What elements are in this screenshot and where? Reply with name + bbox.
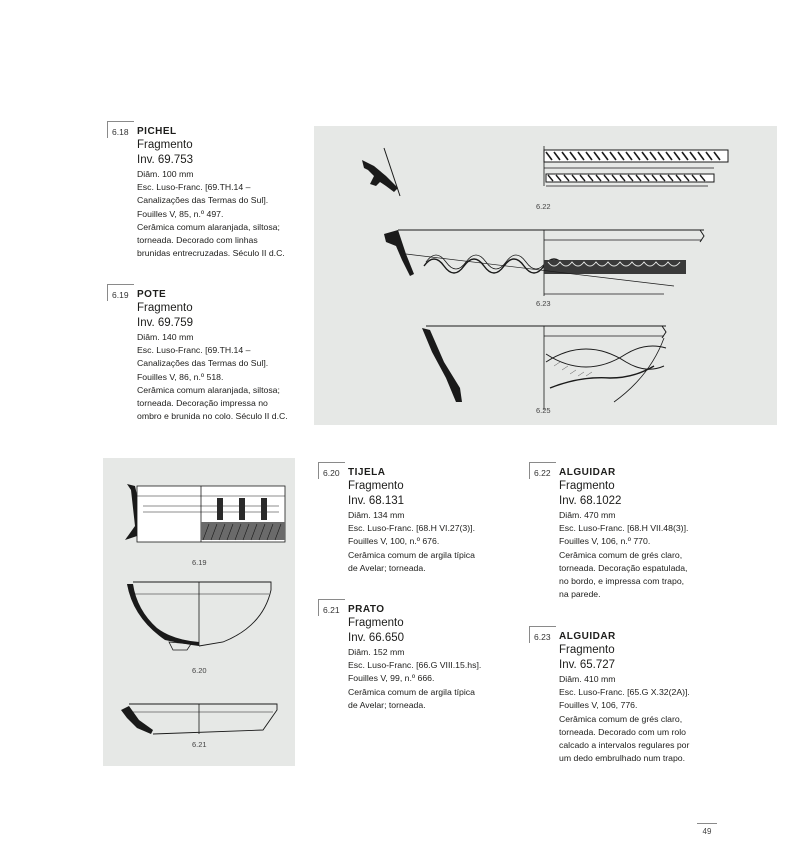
entry-line: Cerâmica comum alaranjada, siltosa; bbox=[137, 384, 280, 395]
entry-line: de Avelar; torneada. bbox=[348, 699, 426, 710]
entry-type: Fragmento bbox=[137, 302, 193, 314]
entry-line: Esc. Luso-Franc. [65.G X.32(2A)]. bbox=[559, 687, 690, 698]
entry-line: Fouilles V, 86, n.º 518. bbox=[137, 371, 224, 382]
figure-caption-6-20: 6.20 bbox=[192, 666, 207, 675]
figure-caption-6-19: 6.19 bbox=[192, 558, 207, 567]
catalog-entry-6-21 bbox=[323, 603, 548, 712]
entry-line: um dedo embrulhado num trapo. bbox=[559, 753, 686, 764]
entry-type: Fragmento bbox=[348, 480, 404, 492]
entry-line: calcado a intervalos regulares por bbox=[559, 740, 690, 751]
pottery-drawing-6-23 bbox=[384, 230, 704, 296]
page-number: 49 bbox=[697, 823, 717, 838]
entry-number: 6.21 bbox=[323, 605, 340, 615]
entry-inventory: Inv. 68.1022 bbox=[559, 495, 622, 507]
entry-line: torneada. Decoração impressa no bbox=[137, 398, 268, 409]
entry-diameter: Diâm. 410 mm bbox=[559, 674, 616, 684]
entry-line: Canalizações das Termas do Sul]. bbox=[137, 195, 269, 206]
entry-line: Fouilles V, 99, n.º 666. bbox=[348, 673, 435, 684]
entry-line: torneada. Decorado com linhas bbox=[137, 235, 258, 246]
entry-type: Fragmento bbox=[137, 139, 193, 151]
entry-line: Canalizações das Termas do Sul]. bbox=[137, 358, 269, 369]
entry-line: Fouilles V, 100, n.º 676. bbox=[348, 536, 440, 547]
entry-diameter: Diâm. 100 mm bbox=[137, 169, 194, 179]
figure-panel-left bbox=[103, 458, 295, 766]
entry-line: Fouilles V, 106, n.º 770. bbox=[559, 536, 651, 547]
catalog-entry-6-22 bbox=[534, 466, 759, 601]
catalog-entry-6-23 bbox=[534, 630, 759, 765]
pottery-drawing-6-20 bbox=[127, 582, 271, 650]
catalog-entry-6-19 bbox=[112, 288, 337, 423]
entry-number: 6.23 bbox=[534, 632, 551, 642]
figure-caption-6-22: 6.22 bbox=[536, 202, 551, 211]
pottery-drawings-top bbox=[314, 126, 777, 425]
entry-line: Cerâmica comum de grés claro, bbox=[559, 549, 683, 560]
entry-line: na parede. bbox=[559, 589, 601, 600]
pottery-drawing-6-21 bbox=[121, 704, 277, 734]
figure-panel-top bbox=[314, 126, 777, 425]
entry-title: TIJELA bbox=[348, 467, 386, 478]
catalog-entry-6-20 bbox=[323, 466, 548, 575]
entry-line: de Avelar; torneada. bbox=[348, 562, 426, 573]
entry-inventory: Inv. 65.727 bbox=[559, 659, 616, 671]
entry-line: brunidas entrecruzadas. Século II d.C. bbox=[137, 248, 285, 259]
figure-caption-6-25: 6.25 bbox=[536, 406, 551, 415]
entry-title: ALGUIDAR bbox=[559, 467, 616, 478]
entry-diameter: Diâm. 134 mm bbox=[348, 510, 405, 520]
entry-inventory: Inv. 69.759 bbox=[137, 317, 194, 329]
pottery-drawing-6-19 bbox=[125, 484, 285, 542]
entry-line: no bordo, e impressa com trapo, bbox=[559, 576, 685, 587]
entry-line: Cerâmica comum de grés claro, bbox=[559, 713, 683, 724]
entry-line: Esc. Luso-Franc. [68.H VII.48(3)]. bbox=[559, 523, 689, 534]
entry-number: 6.22 bbox=[534, 468, 551, 478]
entry-diameter: Diâm. 140 mm bbox=[137, 332, 194, 342]
entry-title: PRATO bbox=[348, 604, 385, 615]
entry-type: Fragmento bbox=[559, 644, 615, 656]
entry-line: torneada. Decoração espatulada, bbox=[559, 562, 688, 573]
entry-line: Cerâmica comum alaranjada, siltosa; bbox=[137, 221, 280, 232]
entry-line: Esc. Luso-Franc. [68.H VI.27(3)]. bbox=[348, 523, 475, 534]
pottery-drawing-6-25 bbox=[422, 326, 666, 410]
figure-caption-6-23: 6.23 bbox=[536, 299, 551, 308]
entry-type: Fragmento bbox=[348, 617, 404, 629]
pottery-drawings-left bbox=[103, 458, 295, 766]
entry-title: ALGUIDAR bbox=[559, 631, 616, 642]
entry-number: 6.18 bbox=[112, 127, 129, 137]
entry-line: Esc. Luso-Franc. [69.TH.14 – bbox=[137, 182, 251, 193]
entry-diameter: Diâm. 152 mm bbox=[348, 647, 405, 657]
entry-line: Cerâmica comum de argila típica bbox=[348, 686, 475, 697]
entry-line: Fouilles V, 85, n.º 497. bbox=[137, 208, 224, 219]
entry-line: ombro e brunida no colo. Século II d.C. bbox=[137, 411, 288, 422]
figure-caption-6-21: 6.21 bbox=[192, 740, 207, 749]
entry-title: POTE bbox=[137, 289, 167, 300]
entry-number: 6.19 bbox=[112, 290, 129, 300]
entry-line: Esc. Luso-Franc. [69.TH.14 – bbox=[137, 345, 251, 356]
entry-number: 6.20 bbox=[323, 468, 340, 478]
entry-diameter: Diâm. 470 mm bbox=[559, 510, 616, 520]
catalog-entry-6-18 bbox=[112, 125, 337, 260]
entry-title: PICHEL bbox=[137, 126, 177, 137]
pottery-drawing-6-22 bbox=[362, 146, 728, 196]
entry-inventory: Inv. 68.131 bbox=[348, 495, 405, 507]
entry-inventory: Inv. 66.650 bbox=[348, 632, 405, 644]
entry-line: torneada. Decorado com um rolo bbox=[559, 726, 686, 737]
entry-line: Cerâmica comum de argila típica bbox=[348, 549, 475, 560]
entry-line: Fouilles V, 106, 776. bbox=[559, 700, 638, 711]
entry-line: Esc. Luso-Franc. [66.G VIII.15.hs]. bbox=[348, 660, 482, 671]
entry-type: Fragmento bbox=[559, 480, 615, 492]
entry-inventory: Inv. 69.753 bbox=[137, 154, 194, 166]
